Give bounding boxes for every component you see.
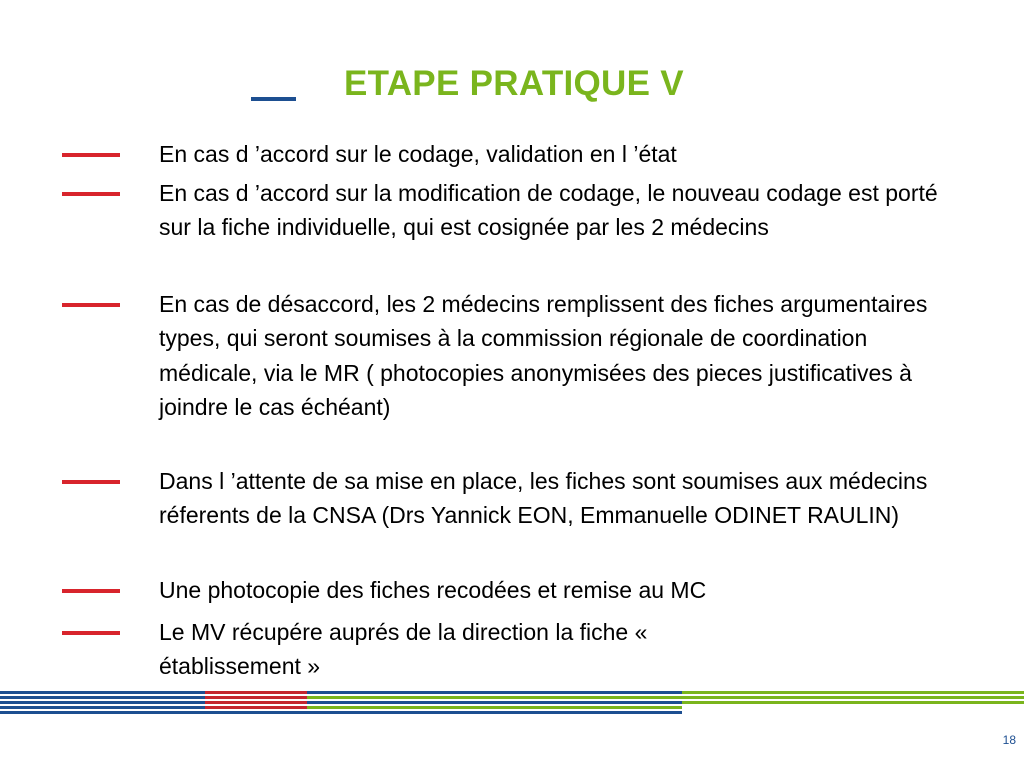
stripe-blue (307, 701, 682, 704)
stripe-blue (205, 711, 307, 714)
bullet-text: Le MV récupére auprés de la direction la fiche « établissement » (159, 619, 648, 680)
stripe-red (205, 701, 307, 704)
bullet-dash-icon (62, 153, 120, 157)
stripe-blue (0, 696, 205, 699)
footer-stripes-decoration (0, 691, 1024, 717)
bullet-dash-icon (62, 589, 120, 593)
stripe-red (205, 696, 307, 699)
stripe-red (205, 691, 307, 694)
bullet-dash-icon (62, 192, 120, 196)
slide-title: ETAPE PRATIQUE V (344, 64, 684, 103)
bullet-text: En cas de désaccord, les 2 médecins remplissent des fiches argumentaires types, qui seront soumises à la commission régionale de coordination médicale, via le MR ( photocopies anonymisées des pieces justificatives à joindre le cas échéant) (159, 291, 928, 421)
stripe-green (307, 706, 682, 709)
bullet-text: Une photocopie des fiches recodées et remise au MC (159, 577, 707, 603)
bullet-dash-icon (62, 631, 120, 635)
stripe-red (205, 706, 307, 709)
bullet-text: Dans l ’attente de sa mise en place, les fiches sont soumises aux médecins réferents de la CNSA (Drs Yannick EON, Emmanuelle ODINET RAULIN) (159, 468, 928, 529)
stripe-blue (0, 706, 205, 709)
stripe-blue (307, 711, 682, 714)
stripe-green (682, 701, 1024, 704)
bullet-text: En cas d ’accord sur la modification de codage, le nouveau codage est porté sur la fiche individuelle, qui est cosignée par les 2 médecins (159, 180, 938, 241)
bullet-text: En cas d ’accord sur le codage, validation en l ’état (159, 141, 677, 167)
stripe-blue (0, 701, 205, 704)
stripe-blue (0, 691, 205, 694)
bullet-dash-icon (62, 303, 120, 307)
stripe-green (682, 696, 1024, 699)
stripe-green (682, 691, 1024, 694)
stripe-blue (307, 691, 682, 694)
stripe-green (307, 696, 682, 699)
stripe-blue (0, 711, 205, 714)
page-number: 18 (1002, 733, 1016, 747)
bullet-dash-icon (62, 480, 120, 484)
